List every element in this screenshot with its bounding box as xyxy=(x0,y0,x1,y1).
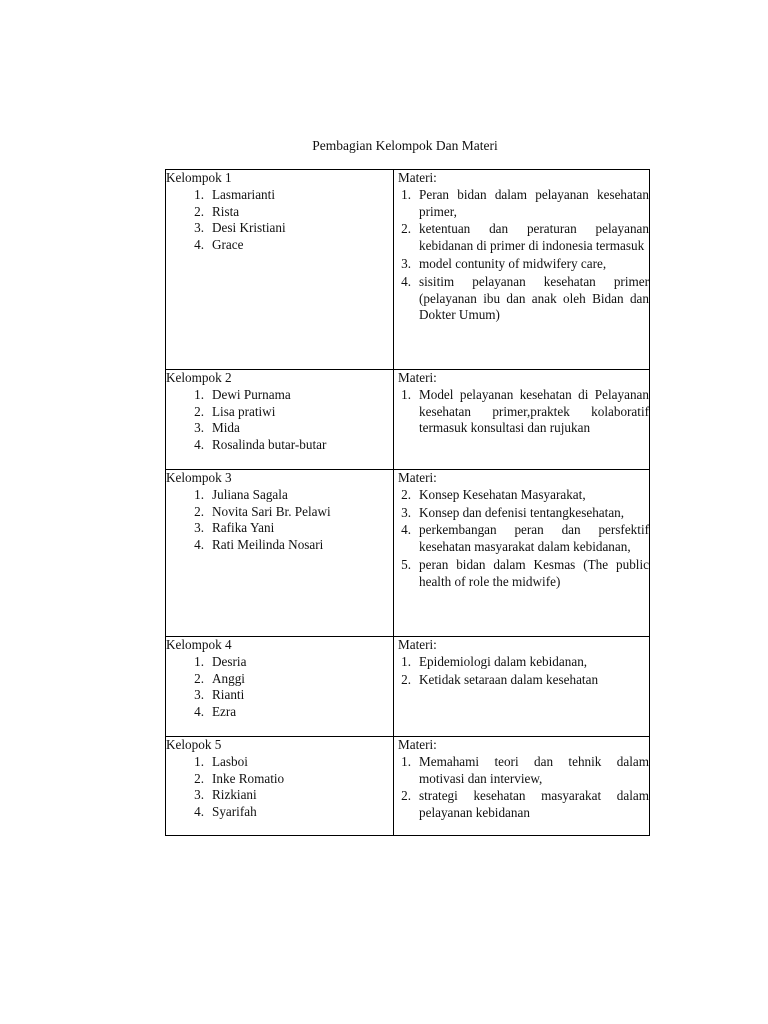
list-item: 4. Rosalinda butar-butar xyxy=(194,437,327,453)
materi-cell xyxy=(394,170,650,370)
list-item: 2. strategi kesehatan masyarakat dalam pelayanan kebidanan xyxy=(401,788,649,821)
materi-cell xyxy=(394,737,650,836)
list-item: 2. Ketidak setaraan dalam kesehatan xyxy=(401,671,599,687)
table-row xyxy=(166,170,650,370)
member-list xyxy=(166,654,393,721)
materi-cell xyxy=(394,637,650,737)
member-list xyxy=(166,487,393,554)
list-item: 2. Novita Sari Br. Pelawi xyxy=(194,503,331,519)
group-name: Kelompok 3 xyxy=(166,470,232,485)
table-row xyxy=(166,470,650,637)
topic-list xyxy=(394,187,649,324)
list-item: 3. Rianti xyxy=(194,687,245,703)
group-name: Kelopok 5 xyxy=(166,737,222,752)
group-cell xyxy=(166,737,394,836)
list-item: 2. Rista xyxy=(194,203,240,219)
group-name: Kelompok 4 xyxy=(166,637,232,652)
topic-list xyxy=(394,487,649,591)
list-item: 1. Model pelayanan kesehatan di Pelayanan kesehatan primer,praktek kolaboratif termasuk konsultasi dan rujukan xyxy=(401,386,649,436)
group-table xyxy=(165,169,650,836)
list-item: 2. Anggi xyxy=(194,670,245,686)
group-cell xyxy=(166,637,394,737)
list-item: 3. Mida xyxy=(194,420,240,436)
list-item: 2. ketentuan dan peraturan pelayanan kebidanan di primer di indonesia termasuk xyxy=(401,221,649,254)
topic-list xyxy=(394,754,649,822)
group-cell xyxy=(166,370,394,470)
topic-list xyxy=(394,654,649,689)
materi-label: Materi: xyxy=(398,370,437,385)
materi-label: Materi: xyxy=(398,637,437,652)
materi-label: Materi: xyxy=(398,470,437,485)
table-row xyxy=(166,370,650,470)
group-name: Kelompok 2 xyxy=(166,370,232,385)
list-item: 4. sisitim pelayanan kesehatan primer (pelayanan ibu dan anak oleh Bidan dan Dokter Umum) xyxy=(401,273,649,323)
materi-cell xyxy=(394,370,650,470)
list-item: 1. Juliana Sagala xyxy=(194,486,288,502)
member-list xyxy=(166,387,393,454)
materi-label: Materi: xyxy=(398,737,437,752)
member-list xyxy=(166,754,393,821)
group-cell xyxy=(166,470,394,637)
materi-cell xyxy=(394,470,650,637)
list-item: 1. Peran bidan dalam pelayanan kesehatan primer, xyxy=(401,186,649,219)
list-item: 1. Lasmarianti xyxy=(194,186,275,202)
list-item: 4. perkembangan peran dan persfektif kesehatan masyarakat dalam kebidanan, xyxy=(401,522,649,555)
list-item: 1. Epidemiologi dalam kebidanan, xyxy=(401,653,588,669)
table-row xyxy=(166,637,650,737)
list-item: 4. Syarifah xyxy=(194,804,257,820)
list-item: 3. Konsep dan defenisi tentangkesehatan, xyxy=(401,504,625,520)
list-item: 2. Lisa pratiwi xyxy=(194,403,276,419)
document-title: Pembagian Kelompok Dan Materi xyxy=(312,138,498,153)
list-item: 2. Inke Romatio xyxy=(194,770,285,786)
list-item: 4. Ezra xyxy=(194,704,237,720)
member-list xyxy=(166,187,393,254)
list-item: 3. Desi Kristiani xyxy=(194,220,286,236)
list-item: 2. Konsep Kesehatan Masyarakat, xyxy=(401,486,586,502)
group-cell xyxy=(166,170,394,370)
list-item: 1. Memahami teori dan tehnik dalam motivasi dan interview, xyxy=(401,753,649,786)
list-item: 1. Lasboi xyxy=(194,753,248,769)
list-item: 3. Rizkiani xyxy=(194,787,257,803)
list-item: 4. Rati Meilinda Nosari xyxy=(194,537,324,553)
group-name: Kelompok 1 xyxy=(166,170,232,185)
list-item: 1. Desria xyxy=(194,653,247,669)
list-item: 4. Grace xyxy=(194,237,244,253)
list-item: 1. Dewi Purnama xyxy=(194,386,291,402)
list-item: 3. model contunity of midwifery care, xyxy=(401,255,607,271)
materi-label: Materi: xyxy=(398,170,437,185)
list-item: 3. Rafika Yani xyxy=(194,520,275,536)
list-item: 5. peran bidan dalam Kesmas (The public health of role the midwife) xyxy=(401,556,649,589)
table-row xyxy=(166,737,650,836)
topic-list xyxy=(394,387,649,437)
